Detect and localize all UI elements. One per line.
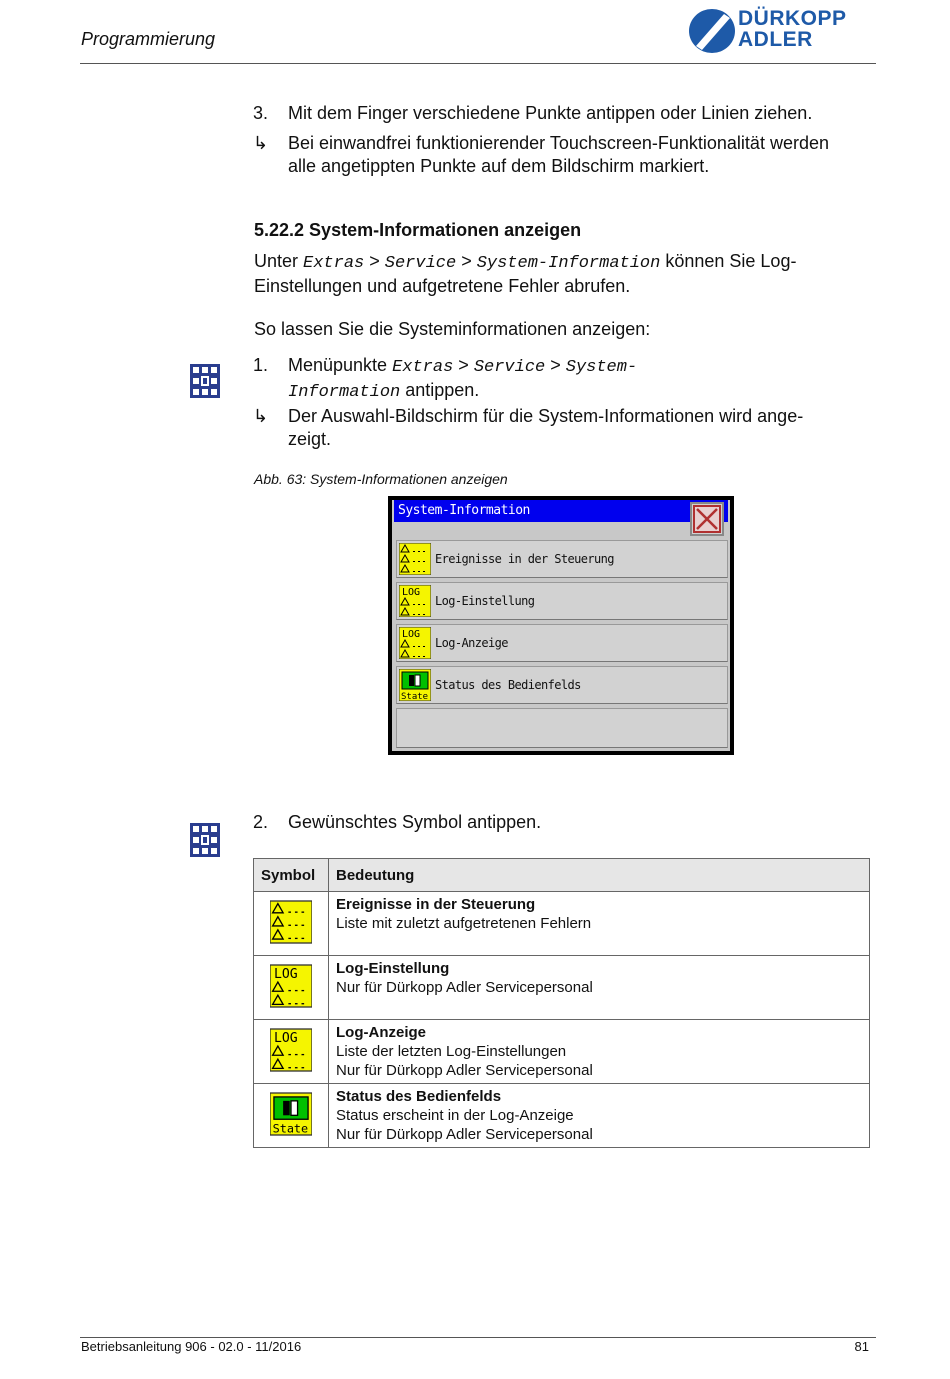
svg-text:LOG: LOG: [402, 587, 421, 598]
step1-prefix: Menüpunkte: [288, 355, 393, 375]
svg-text:LOG: LOG: [402, 629, 421, 640]
figure-caption: Abb. 63: System-Informationen anzeigen: [254, 471, 508, 487]
path-extras: Extras: [303, 254, 365, 273]
svg-text:State: State: [401, 692, 429, 701]
footer-doc-info: Betriebsanleitung 906 - 02.0 - 11/2016: [81, 1339, 302, 1354]
touch-menu-icon: [190, 823, 220, 857]
step-1-result: [288, 405, 803, 451]
step1-path-information: Information: [288, 383, 401, 402]
log-display-icon: [270, 1028, 312, 1072]
intro-line2: Einstellungen und aufgetretene Fehler abrufen.: [254, 276, 631, 296]
screen-row-log-einstellung[interactable]: [396, 582, 728, 620]
table-row: [254, 1020, 870, 1084]
symbol-title: Log-Einstellung: [336, 960, 450, 977]
intro-suffix: können Sie Log-: [660, 251, 797, 271]
path-sep: >: [364, 251, 385, 271]
step-2-marker: 2.: [253, 812, 269, 832]
step-3-text: Mit dem Finger verschiedene Punkte antippen oder Linien ziehen.: [288, 103, 813, 123]
path-sep: >: [456, 251, 477, 271]
page-number: 81: [854, 1339, 869, 1354]
intro-prefix: Unter: [254, 251, 304, 271]
warning-list-icon: [270, 900, 312, 944]
close-button[interactable]: [690, 502, 724, 536]
touch-menu-icon: [190, 364, 220, 398]
brand-logo: [688, 8, 870, 54]
step1-path-service: Service: [473, 358, 546, 377]
table-header-bedeutung: Bedeutung: [329, 859, 870, 892]
section-intro: [254, 250, 874, 298]
system-information-screen: [388, 496, 734, 755]
screen-row-status[interactable]: [396, 666, 728, 704]
footer-divider: [80, 1337, 876, 1338]
symbol-desc: Nur für Dürkopp Adler Servicepersonal: [336, 1062, 593, 1079]
path-system-information: System-Information: [476, 254, 661, 273]
screen-row-ereignisse[interactable]: [396, 540, 728, 578]
path-service: Service: [384, 254, 457, 273]
table-row: [254, 892, 870, 956]
table-row: [254, 956, 870, 1020]
running-header: Programmierung: [81, 29, 216, 49]
state-icon: [270, 1092, 312, 1136]
symbol-title: Status des Bedienfelds: [336, 1088, 502, 1105]
step1-result-line1: Der Auswahl-Bildschirm für die System-Informationen wird ange-: [288, 406, 804, 426]
warning-list-icon: [399, 543, 431, 575]
log-settings-icon: [270, 964, 312, 1008]
step-2-text: Gewünschtes Symbol antippen.: [288, 812, 542, 832]
log-display-icon: [399, 627, 431, 659]
step-1-marker: 1.: [253, 355, 269, 375]
symbol-desc: Liste mit zuletzt aufgetretenen Fehlern: [336, 915, 592, 932]
symbol-table: [253, 858, 870, 1148]
state-icon: [399, 669, 431, 701]
svg-text:LOG: LOG: [273, 966, 298, 982]
step1-path-system: System-: [565, 358, 638, 377]
screen-row-label: Status des Bedienfelds: [435, 678, 581, 692]
step-1-text: [288, 354, 637, 404]
screen-title: System-Information: [394, 500, 728, 522]
logo-mark-icon: [688, 8, 736, 54]
header-divider: [80, 63, 876, 64]
result-arrow-icon: ↳: [253, 133, 269, 153]
symbol-desc: Liste der letzten Log-Einstellungen: [336, 1043, 567, 1060]
symbol-desc: Status erscheint in der Log-Anzeige: [336, 1107, 574, 1124]
step1-sep: >: [545, 355, 566, 375]
svg-text:LOG: LOG: [273, 1030, 298, 1046]
screen-row-log-anzeige[interactable]: [396, 624, 728, 662]
screen-row-empty: [396, 708, 728, 748]
step-3-marker: 3.: [253, 103, 269, 123]
logo-line2: ADLER: [738, 28, 813, 51]
svg-text:State: State: [272, 1120, 309, 1135]
table-header-symbol: Symbol: [254, 859, 329, 892]
section-heading: 5.22.2 System-Informationen anzeigen: [254, 220, 582, 240]
symbol-title: Log-Anzeige: [336, 1024, 426, 1041]
result-line2: alle angetippten Punkte auf dem Bildschirm markiert.: [288, 156, 710, 176]
log-settings-icon: [399, 585, 431, 617]
result-arrow-icon: ↳: [253, 406, 269, 426]
screen-row-label: Log-Einstellung: [435, 594, 535, 608]
result-line1: Bei einwandfrei funktionierender Touchscreen-Funktionalität werden: [288, 133, 829, 153]
result-text: [288, 132, 829, 178]
instructions-lead: So lassen Sie die Systeminformationen anzeigen:: [254, 319, 651, 339]
step1-sep: >: [453, 355, 474, 375]
screen-row-label: Ereignisse in der Steuerung: [435, 552, 614, 566]
screen-row-label: Log-Anzeige: [435, 636, 508, 650]
symbol-desc: Nur für Dürkopp Adler Servicepersonal: [336, 979, 593, 996]
symbol-title: Ereignisse in der Steuerung: [336, 896, 536, 913]
symbol-desc: Nur für Dürkopp Adler Servicepersonal: [336, 1126, 593, 1143]
step1-path-extras: Extras: [392, 358, 454, 377]
logo-line1: DÜRKOPP: [738, 7, 847, 30]
step1-result-line2: zeigt.: [288, 429, 332, 449]
step1-suffix: antippen.: [400, 380, 480, 400]
table-row: [254, 1084, 870, 1148]
close-icon: [692, 504, 722, 534]
